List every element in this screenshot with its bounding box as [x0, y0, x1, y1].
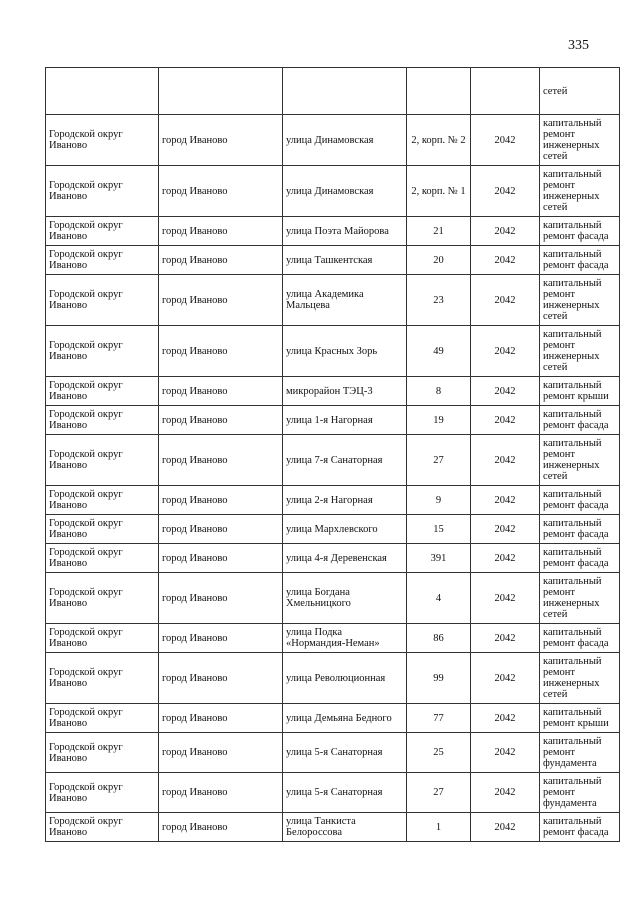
- cell-house: 49: [407, 326, 471, 377]
- table-body: [46, 68, 620, 842]
- cell-settlement: город Иваново: [159, 486, 283, 515]
- cell-street: улица 5-я Санаторная: [283, 733, 407, 773]
- cell-house: 19: [407, 406, 471, 435]
- cell-settlement: город Иваново: [159, 275, 283, 326]
- cell-street: улица 7-я Санаторная: [283, 435, 407, 486]
- table-row: [46, 275, 620, 326]
- cell-house: 27: [407, 773, 471, 813]
- cell-municipality: Городской округ Иваново: [46, 435, 159, 486]
- cell-year: 2042: [471, 406, 540, 435]
- cell-street: [283, 68, 407, 115]
- cell-house: 2, корп. № 2: [407, 115, 471, 166]
- cell-street: улица 4-я Деревенская: [283, 544, 407, 573]
- cell-work-type: капитальный ремонт инженерных сетей: [540, 115, 620, 166]
- cell-street: улица Демьяна Бедного: [283, 704, 407, 733]
- cell-work-type: капитальный ремонт фасада: [540, 217, 620, 246]
- cell-settlement: город Иваново: [159, 326, 283, 377]
- table-row: [46, 326, 620, 377]
- cell-work-type: капитальный ремонт фасада: [540, 406, 620, 435]
- table-row: [46, 544, 620, 573]
- cell-year: 2042: [471, 115, 540, 166]
- cell-municipality: Городской округ Иваново: [46, 704, 159, 733]
- cell-street: микрорайон ТЭЦ-3: [283, 377, 407, 406]
- cell-settlement: город Иваново: [159, 704, 283, 733]
- cell-house: 1: [407, 813, 471, 842]
- cell-settlement: город Иваново: [159, 624, 283, 653]
- cell-house: 23: [407, 275, 471, 326]
- cell-settlement: город Иваново: [159, 246, 283, 275]
- cell-work-type: капитальный ремонт фасада: [540, 515, 620, 544]
- cell-house: 9: [407, 486, 471, 515]
- cell-settlement: город Иваново: [159, 217, 283, 246]
- table-row: [46, 624, 620, 653]
- cell-year: 2042: [471, 624, 540, 653]
- cell-year: 2042: [471, 515, 540, 544]
- cell-municipality: Городской округ Иваново: [46, 246, 159, 275]
- cell-year: 2042: [471, 217, 540, 246]
- cell-house: 8: [407, 377, 471, 406]
- cell-work-type: капитальный ремонт инженерных сетей: [540, 435, 620, 486]
- cell-municipality: Городской округ Иваново: [46, 515, 159, 544]
- table-row-continuation: [46, 68, 620, 115]
- cell-house: 391: [407, 544, 471, 573]
- cell-street: улица Красных Зорь: [283, 326, 407, 377]
- cell-municipality: Городской округ Иваново: [46, 773, 159, 813]
- cell-work-type: капитальный ремонт фасада: [540, 486, 620, 515]
- cell-street: улица 2-я Нагорная: [283, 486, 407, 515]
- cell-house: 21: [407, 217, 471, 246]
- cell-street: улица Поэта Майорова: [283, 217, 407, 246]
- cell-municipality: Городской округ Иваново: [46, 653, 159, 704]
- cell-house: [407, 68, 471, 115]
- cell-municipality: Городской округ Иваново: [46, 275, 159, 326]
- cell-municipality: Городской округ Иваново: [46, 813, 159, 842]
- cell-municipality: Городской округ Иваново: [46, 166, 159, 217]
- cell-settlement: город Иваново: [159, 515, 283, 544]
- cell-work-type: капитальный ремонт фасада: [540, 544, 620, 573]
- cell-year: 2042: [471, 573, 540, 624]
- page-number: 335: [568, 38, 589, 53]
- cell-year: 2042: [471, 166, 540, 217]
- cell-municipality: Городской округ Иваново: [46, 733, 159, 773]
- cell-year: 2042: [471, 326, 540, 377]
- table-row: [46, 115, 620, 166]
- cell-street: улица Динамовская: [283, 166, 407, 217]
- cell-municipality: Городской округ Иваново: [46, 406, 159, 435]
- table-row: [46, 217, 620, 246]
- cell-street: улица Богдана Хмельницкого: [283, 573, 407, 624]
- cell-street: улица Академика Мальцева: [283, 275, 407, 326]
- cell-year: 2042: [471, 544, 540, 573]
- cell-settlement: город Иваново: [159, 773, 283, 813]
- cell-house: 86: [407, 624, 471, 653]
- cell-year: 2042: [471, 377, 540, 406]
- cell-work-type: капитальный ремонт инженерных сетей: [540, 326, 620, 377]
- cell-house: 27: [407, 435, 471, 486]
- cell-work-type: капитальный ремонт крыши: [540, 704, 620, 733]
- cell-settlement: город Иваново: [159, 653, 283, 704]
- cell-work-type: капитальный ремонт инженерных сетей: [540, 166, 620, 217]
- cell-street: улица Ташкентская: [283, 246, 407, 275]
- cell-settlement: город Иваново: [159, 406, 283, 435]
- cell-house: 4: [407, 573, 471, 624]
- cell-work-type: капитальный ремонт фундамента: [540, 733, 620, 773]
- cell-settlement: город Иваново: [159, 733, 283, 773]
- table-row: [46, 435, 620, 486]
- cell-house: 99: [407, 653, 471, 704]
- table-row: [46, 704, 620, 733]
- table-row: [46, 166, 620, 217]
- cell-settlement: город Иваново: [159, 435, 283, 486]
- cell-settlement: город Иваново: [159, 544, 283, 573]
- table-row: [46, 733, 620, 773]
- cell-street: улица 1-я Нагорная: [283, 406, 407, 435]
- cell-municipality: Городской округ Иваново: [46, 544, 159, 573]
- cell-street: улица Танкиста Белороссова: [283, 813, 407, 842]
- cell-street: улица Мархлевского: [283, 515, 407, 544]
- cell-municipality: Городской округ Иваново: [46, 486, 159, 515]
- table-row: [46, 486, 620, 515]
- cell-year: 2042: [471, 653, 540, 704]
- table-row: [46, 377, 620, 406]
- cell-work-type: сетей: [540, 68, 620, 115]
- cell-settlement: город Иваново: [159, 813, 283, 842]
- cell-municipality: [46, 68, 159, 115]
- cell-municipality: Городской округ Иваново: [46, 115, 159, 166]
- cell-work-type: капитальный ремонт инженерных сетей: [540, 653, 620, 704]
- cell-street: улица Подка «Нормандия-Неман»: [283, 624, 407, 653]
- cell-work-type: капитальный ремонт инженерных сетей: [540, 573, 620, 624]
- cell-municipality: Городской округ Иваново: [46, 326, 159, 377]
- repair-schedule-table: [45, 67, 620, 842]
- cell-municipality: Городской округ Иваново: [46, 217, 159, 246]
- cell-work-type: капитальный ремонт фасада: [540, 246, 620, 275]
- cell-year: [471, 68, 540, 115]
- cell-work-type: капитальный ремонт крыши: [540, 377, 620, 406]
- cell-street: улица Революционная: [283, 653, 407, 704]
- cell-work-type: капитальный ремонт фасада: [540, 813, 620, 842]
- cell-work-type: капитальный ремонт фундамента: [540, 773, 620, 813]
- cell-municipality: Городской округ Иваново: [46, 624, 159, 653]
- cell-year: 2042: [471, 733, 540, 773]
- cell-settlement: город Иваново: [159, 166, 283, 217]
- cell-house: 25: [407, 733, 471, 773]
- table-row: [46, 813, 620, 842]
- cell-house: 20: [407, 246, 471, 275]
- cell-municipality: Городской округ Иваново: [46, 377, 159, 406]
- table-row: [46, 515, 620, 544]
- cell-work-type: капитальный ремонт фасада: [540, 624, 620, 653]
- cell-house: 2, корп. № 1: [407, 166, 471, 217]
- cell-work-type: капитальный ремонт инженерных сетей: [540, 275, 620, 326]
- cell-settlement: город Иваново: [159, 115, 283, 166]
- cell-street: улица 5-я Санаторная: [283, 773, 407, 813]
- cell-year: 2042: [471, 275, 540, 326]
- cell-settlement: [159, 68, 283, 115]
- cell-settlement: город Иваново: [159, 573, 283, 624]
- cell-year: 2042: [471, 246, 540, 275]
- cell-settlement: город Иваново: [159, 377, 283, 406]
- cell-house: 77: [407, 704, 471, 733]
- table-row: [46, 773, 620, 813]
- cell-municipality: Городской округ Иваново: [46, 573, 159, 624]
- cell-year: 2042: [471, 486, 540, 515]
- cell-year: 2042: [471, 773, 540, 813]
- table-row: [46, 406, 620, 435]
- cell-year: 2042: [471, 704, 540, 733]
- cell-year: 2042: [471, 435, 540, 486]
- cell-house: 15: [407, 515, 471, 544]
- cell-year: 2042: [471, 813, 540, 842]
- table-row: [46, 573, 620, 624]
- table-row: [46, 246, 620, 275]
- table-row: [46, 653, 620, 704]
- cell-street: улица Динамовская: [283, 115, 407, 166]
